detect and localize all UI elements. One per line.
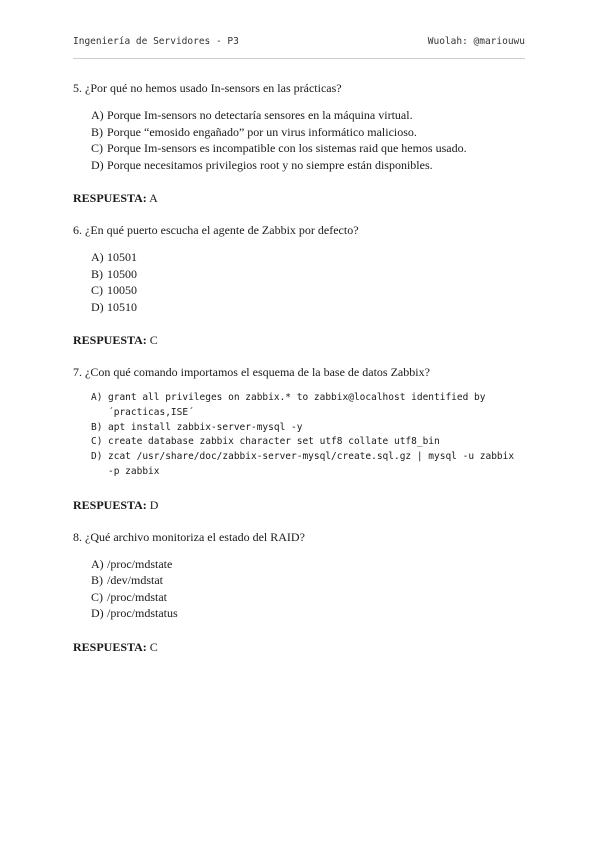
option-list — [91, 556, 525, 622]
answer-value: C — [149, 639, 158, 654]
answer-label: RESPUESTA: — [73, 497, 147, 512]
option-letter: B) — [91, 573, 103, 588]
option-d — [91, 157, 525, 174]
option-a — [91, 391, 525, 421]
question-text: 5. ¿Por qué no hemos usado In-sensors en las prácticas? — [73, 81, 342, 95]
question-text: 8. ¿Qué archivo monitoriza el estado del RAID? — [73, 529, 305, 544]
option-text: 10500 — [107, 266, 137, 281]
answer-line — [73, 639, 525, 655]
option-a — [91, 556, 525, 573]
answer-line — [73, 332, 525, 348]
option-letter: A) — [91, 556, 104, 571]
option-b — [91, 572, 525, 589]
option-letter: A) — [91, 250, 104, 264]
option-a — [91, 249, 525, 266]
header-course-title: Ingeniería de Servidores - P3 — [73, 36, 239, 47]
option-text: 10510 — [107, 299, 137, 314]
option-b — [91, 266, 525, 283]
option-c — [91, 140, 525, 157]
option-c — [91, 435, 525, 450]
option-letter: C) — [91, 436, 103, 448]
option-letter: B) — [91, 266, 103, 281]
option-d — [91, 450, 525, 480]
option-d — [91, 605, 525, 622]
question-7 — [73, 364, 525, 513]
option-text: 10501 — [107, 250, 137, 264]
option-list — [91, 107, 525, 173]
option-b — [91, 421, 525, 436]
option-letter: D) — [91, 157, 104, 172]
option-letter: D) — [91, 451, 103, 463]
option-b — [91, 124, 525, 141]
option-c — [91, 589, 525, 606]
option-letter: A) — [91, 392, 103, 403]
question-6 — [73, 222, 525, 348]
option-letter: B) — [91, 421, 103, 433]
option-letter: C) — [91, 283, 103, 297]
question-8 — [73, 529, 525, 655]
answer-label: RESPUESTA: — [73, 191, 147, 205]
answer-value: A — [149, 191, 158, 205]
option-c — [91, 282, 525, 299]
option-list — [91, 249, 525, 315]
option-letter: A) — [91, 108, 104, 122]
option-text: /proc/mdstate — [107, 556, 173, 571]
option-letter: C) — [91, 589, 103, 604]
option-text: apt install zabbix-server-mysql -y — [108, 421, 303, 433]
option-text: Porque necesitamos privilegios root y no siempre están disponibles. — [107, 157, 433, 172]
answer-label: RESPUESTA: — [73, 333, 147, 347]
option-list — [91, 391, 525, 480]
answer-label: RESPUESTA: — [73, 639, 147, 654]
option-text: Porque Im-sensors es incompatible con los sistemas raid que hemos usado. — [107, 141, 467, 155]
option-text: /proc/mdstat — [107, 589, 167, 604]
document-body — [73, 80, 525, 671]
answer-value: D — [149, 497, 159, 512]
question-5 — [73, 80, 525, 206]
option-letter: C) — [91, 141, 103, 155]
header-source: Wuolah: @mariouwu — [427, 36, 525, 47]
header-divider — [73, 58, 525, 59]
option-text: zcat /usr/share/doc/zabbix-server-mysql/create.sql.gz | mysql -u zabbix -p zabbix — [108, 451, 515, 477]
answer-line — [73, 497, 525, 513]
option-text: grant all privileges on zabbix.* to zabbix@localhost identified by ´practicas,ISE´ — [108, 392, 486, 418]
option-text: 10050 — [107, 283, 137, 297]
page-header — [73, 36, 525, 52]
option-letter: D) — [91, 299, 104, 314]
option-text: /proc/mdstatus — [107, 606, 178, 621]
answer-value: C — [149, 333, 158, 347]
question-text: 6. ¿En qué puerto escucha el agente de Zabbix por defecto? — [73, 223, 359, 237]
option-d — [91, 299, 525, 316]
option-text: Porque Im-sensors no detectaría sensores en la máquina virtual. — [107, 108, 413, 122]
option-a — [91, 107, 525, 124]
answer-line — [73, 190, 525, 206]
question-text: 7. ¿Con qué comando importamos el esquema de la base de datos Zabbix? — [73, 365, 430, 379]
option-text: /dev/mdstat — [107, 573, 163, 588]
option-letter: B) — [91, 124, 103, 139]
option-letter: D) — [91, 606, 104, 621]
option-text: create database zabbix character set utf8 collate utf8_bin — [108, 436, 440, 448]
option-text: Porque “emosido engañado” por un virus informático malicioso. — [107, 124, 417, 139]
